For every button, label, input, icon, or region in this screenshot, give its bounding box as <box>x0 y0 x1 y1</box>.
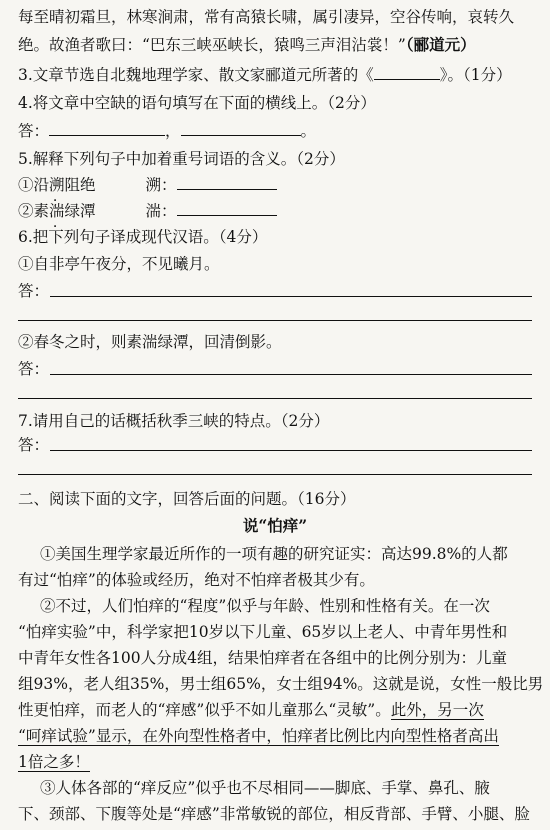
question-5: 5.解释下列句子中加着重号词语的含义。（2分） <box>18 150 345 168</box>
passage-line: “怕痒实验”中，科学家把10岁以下儿童、65岁以上老人、中青年男性和 <box>18 623 508 641</box>
passage-line: 下、颈部、下腹等处是“痒感”非常敏锐的部位，相反背部、手臂、小腿、脸 <box>18 805 530 823</box>
answer-line[interactable] <box>18 320 532 321</box>
q6-item-1: ①自非亭午夜分，不见曦月。 <box>18 255 220 273</box>
answer-blank[interactable] <box>177 175 277 190</box>
underlined-text: 1倍之多！ <box>18 753 90 771</box>
question-4: 4.将文章中空缺的语句填写在下面的横线上。（2分） <box>18 94 376 112</box>
text-span: 性更怕痒，而老人的“痒感”似乎不如儿童那么“灵敏”。 <box>18 701 391 719</box>
underlined-text: 此外，另一次 <box>390 701 484 719</box>
passage-title: 说“怕痒” <box>242 516 308 535</box>
question-7: 7.请用自己的话概括秋季三峡的特点。（2分） <box>18 412 330 430</box>
passage-line: 组93%，老人组35%，男士组65%，女士组94%。这就是说，女性一般比男 <box>18 675 544 693</box>
q3-end: 》。（1分） <box>439 66 512 84</box>
passage-line: ①美国生理学家最近所作的一项有趣的研究证实：高达99.8%的人都 <box>40 545 508 563</box>
q5-2-word: 湍： <box>145 202 177 220</box>
passage-line <box>18 749 536 775</box>
section-2-heading: 二、阅读下面的文字，回答后面的问题。（16分） <box>18 490 356 508</box>
passage-line <box>18 723 536 749</box>
passage-line: ②不过，人们怕痒的“程度”似乎与年龄、性别和性格有关。在一次 <box>40 597 490 615</box>
passage-line: 中青年女性各100人分成4组，结果怕痒者在各组中的比例分别为：儿童 <box>18 649 507 667</box>
passage-line: 有过“怕痒”的体验或经历，绝对不怕痒者极其少有。 <box>18 571 375 589</box>
q5-item-1 <box>18 172 536 198</box>
q5-1-text: ①沿溯阻绝 · <box>18 176 96 194</box>
text-span: 绝。故渔者歌曰：“巴东三峡巫峡长，猿鸣三声泪沾裳！” <box>18 36 406 54</box>
answer-label: 答： <box>18 282 50 300</box>
passage-line <box>18 697 536 723</box>
answer-blank[interactable] <box>177 201 277 216</box>
answer-line[interactable] <box>18 474 532 475</box>
text-line: 每至晴初霜旦，林寒涧肃，常有高猿长啸，属引凄异，空谷传响，哀转久 <box>18 8 515 26</box>
q3-text: 3.文章节选自北魏地理学家、散文家郦道元所著的《 <box>18 66 374 84</box>
answer-label: 答： <box>18 360 50 378</box>
answer-blank[interactable] <box>374 65 440 80</box>
text-line <box>18 32 536 58</box>
passage-line: ③人体各部的“痒反应”似乎也不尽相同——脚底、手掌、鼻孔、腋 <box>40 779 490 797</box>
answer-blank[interactable] <box>49 121 165 136</box>
answer-line[interactable] <box>50 296 532 297</box>
underlined-text: “呵痒试验”显示，在外向型性格者中，怕痒者比例比内向型性格者高出 <box>18 727 499 745</box>
question-3 <box>18 62 536 88</box>
q5-1-word: 溯： <box>145 176 177 194</box>
q5-item-2 <box>18 198 536 224</box>
answer-line[interactable] <box>18 398 532 399</box>
comma: ， <box>165 122 181 140</box>
answer-blank[interactable] <box>181 121 301 136</box>
author-note: （郦道元） <box>405 35 476 54</box>
q5-2-text: ②素湍绿潭 · <box>18 202 96 220</box>
answer-label: 答： <box>18 122 50 140</box>
answer-line-q4 <box>18 118 536 144</box>
answer-label: 答： <box>18 436 50 454</box>
answer-line[interactable] <box>50 374 532 375</box>
question-6: 6.把下列句子译成现代汉语。（4分） <box>18 228 268 246</box>
answer-line[interactable] <box>50 450 532 451</box>
q6-item-2: ②春冬之时，则素湍绿潭，回清倒影。 <box>18 333 282 351</box>
period: 。 <box>300 122 317 140</box>
